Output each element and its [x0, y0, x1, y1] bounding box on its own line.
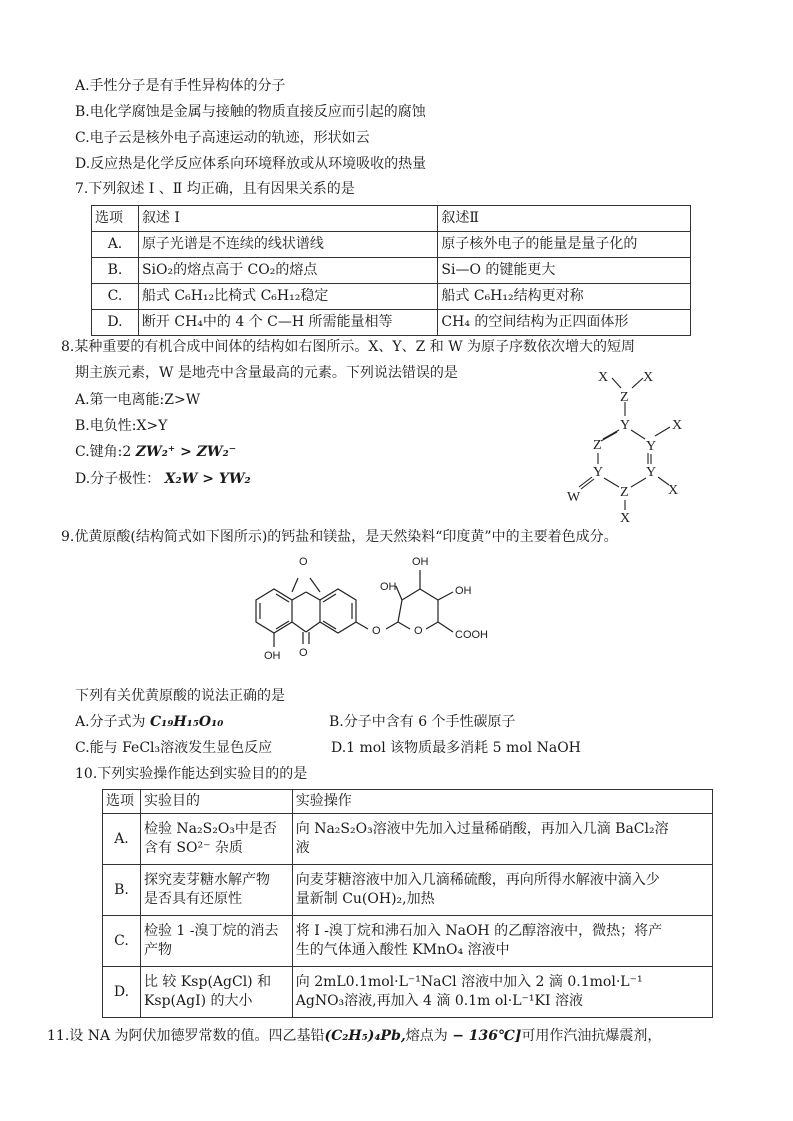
atom-x: X	[620, 511, 631, 525]
table-row	[103, 865, 713, 916]
q10-purpose-line: 检验 1 -溴丁烷的消去	[143, 923, 279, 939]
q11-prefix: 11.设 NA 为阿伏加德罗常数的值。四乙基铅	[47, 1028, 325, 1044]
atom-label: O	[299, 647, 308, 659]
q10-option-label: B.	[103, 865, 141, 916]
atom-y: Y	[646, 439, 657, 454]
q10-purpose-line: 含有 SO²⁻ 杂质	[143, 840, 243, 856]
q9-question: 下列有关优黄原酸的说法正确的是	[75, 688, 285, 704]
q10-purpose-line: 产物	[143, 942, 172, 958]
table-row	[103, 967, 713, 1018]
q10-table	[102, 789, 713, 1018]
q10-operation-line: 将 Ⅰ -溴丁烷和沸石加入 NaOH 的乙醇溶液中，微热；将产	[295, 923, 663, 939]
q7-header-option: 选项	[92, 206, 139, 232]
q7-statement-2: 原子核外电子的能量是量子化的	[438, 232, 691, 258]
q9-option-a	[75, 712, 223, 732]
atom-label: OH	[380, 581, 397, 593]
q7-statement-2: CH₄ 的空间结构为正四面体形	[438, 310, 691, 336]
q9-option-a-prefix: A.分子式为	[75, 714, 146, 730]
atom-label: O	[372, 625, 381, 637]
q7-statement-1: 船式 C₆H₁₂比椅式 C₆H₁₂稳定	[138, 284, 437, 310]
q7-option-label: A.	[92, 232, 139, 258]
q7-option-label: B.	[92, 258, 139, 284]
q10-header-purpose: 实验目的	[140, 790, 292, 814]
atom-label: COOH	[455, 629, 488, 641]
q9-stem: 9.优黄原酸(结构简式如下图所示)的钙盐和镁盐，是天然染料“印度黄”中的主要着色成分。	[61, 529, 618, 545]
q10-option-label: A.	[103, 814, 141, 865]
q8-option-d	[75, 469, 251, 489]
q10-operation-line: 生的气体通入酸性 KMnO₄ 溶液中	[295, 942, 510, 958]
q10-operation-line: 量新制 Cu(OH)₂,加热	[295, 891, 435, 907]
q10-purpose-cell	[140, 865, 292, 916]
q10-option-label: D.	[103, 967, 141, 1018]
atom-z: Z	[593, 438, 602, 453]
atom-label: O	[414, 625, 423, 637]
q10-operation-cell	[292, 865, 712, 916]
q7-option-label: D.	[92, 310, 139, 336]
table-row	[92, 258, 691, 284]
q11-temperature: − 136℃]	[452, 1028, 522, 1044]
q10-purpose-line: 是否具有还原性	[143, 891, 242, 907]
q9-option-a-formula: C₁₉H₁₅O₁₀	[150, 714, 224, 730]
table-row	[103, 916, 713, 967]
q10-operation-line: 向 Na₂S₂O₃溶液中先加入过量稀硝酸，再加入几滴 BaCl₂溶	[295, 821, 669, 837]
q10-operation-line: 向 2mL0.1mol·L⁻¹NaCl 溶液中加入 2 滴 0.1mol·L⁻¹	[295, 974, 643, 990]
q7-stem: 7.下列叙述 Ⅰ 、Ⅱ 均正确，且有因果关系的是	[75, 181, 355, 197]
q11-suffix: 可用作汽油抗爆震剂，	[521, 1028, 662, 1044]
q10-purpose-line: 比 较 Ksp(AgCl) 和	[143, 974, 272, 990]
q8-option-c	[75, 442, 236, 462]
q7-statement-1: SiO₂的熔点高于 CO₂的熔点	[138, 258, 437, 284]
q8-option-c-formula: ZW₂⁺ > ZW₂⁻	[135, 444, 237, 460]
q8-structure-diagram	[555, 360, 700, 525]
euxanthic-acid-structure	[248, 552, 558, 684]
atom-z: Z	[620, 485, 629, 500]
q8-option-d-formula: X₂W > YW₂	[164, 471, 251, 487]
atom-x: X	[668, 483, 679, 498]
atom-w: W	[567, 490, 581, 505]
q6-option-a: A.手性分子是有手性异构体的分子	[75, 78, 286, 94]
q7-header-statement-1: 叙述 Ⅰ	[138, 206, 437, 232]
q9-option-b: B.分子中含有 6 个手性碳原子	[329, 714, 516, 730]
q7-header-row	[92, 206, 691, 232]
q8-option-d-prefix: D.分子极性：	[75, 471, 161, 487]
q8-stem-line-1: 8.某种重要的有机合成中间体的结构如右图所示。X、Y、Z 和 W 为原子序数依次增大的短周	[61, 339, 636, 355]
table-row	[103, 814, 713, 865]
q10-purpose-line: 检验 Na₂S₂O₃中是否	[143, 821, 277, 837]
q7-statement-2: Si—O 的键能更大	[438, 258, 691, 284]
q7-option-label: C.	[92, 284, 139, 310]
q7-statement-2: 船式 C₆H₁₂结构更对称	[438, 284, 691, 310]
q10-operation-cell	[292, 967, 712, 1018]
atom-z: Z	[620, 390, 629, 405]
q6-option-b: B.电化学腐蚀是金属与接触的物质直接反应而引起的腐蚀	[75, 104, 426, 120]
q6-option-d: D.反应热是化学反应体系向环境释放或从环境吸收的热量	[75, 156, 427, 172]
q9-option-d: D.1 mol 该物质最多消耗 5 mol NaOH	[331, 740, 581, 756]
atom-x: X	[643, 370, 654, 385]
q10-purpose-cell	[140, 916, 292, 967]
q11-stem	[47, 1026, 661, 1046]
atom-label: OH	[455, 585, 472, 597]
q10-operation-line: AgNO₃溶液,再加入 4 滴 0.1m ol·L⁻¹KI 溶液	[295, 993, 583, 1009]
table-row	[92, 310, 691, 336]
q8-stem-line-2: 期主族元素，W 是地壳中含量最高的元素。下列说法错误的是	[75, 365, 458, 381]
q7-table	[91, 205, 691, 336]
q7-statement-1: 断开 CH₄中的 4 个 C—H 所需能量相等	[138, 310, 437, 336]
q8-option-b: B.电负性:X>Y	[75, 418, 168, 434]
q10-operation-cell	[292, 916, 712, 967]
atom-y: Y	[620, 418, 631, 433]
q6-option-c: C.电子云是核外电子高速运动的轨迹，形状如云	[75, 130, 370, 146]
atom-label: O	[299, 556, 308, 568]
q10-purpose-cell	[140, 814, 292, 865]
q10-purpose-line: Ksp(AgI) 的大小	[143, 993, 253, 1009]
q8-option-c-prefix: C.键角:2	[75, 444, 132, 460]
q10-header-row	[103, 790, 713, 814]
q10-stem: 10.下列实验操作能达到实验目的的是	[75, 766, 308, 782]
q10-option-label: C.	[103, 916, 141, 967]
q9-option-c: C.能与 FeCl₃溶液发生显色反应	[75, 740, 273, 756]
q7-header-statement-2: 叙述Ⅱ	[438, 206, 691, 232]
q10-purpose-line: 探究麦芽糖水解产物	[143, 872, 270, 888]
q10-operation-line: 液	[295, 840, 310, 856]
q8-option-a: A.第一电离能:Z>W	[75, 392, 201, 408]
q10-header-operation: 实验操作	[292, 790, 712, 814]
q10-operation-cell	[292, 814, 712, 865]
atom-y: Y	[646, 465, 657, 480]
atom-label: OH	[264, 650, 281, 662]
atom-y: Y	[593, 465, 604, 480]
q7-statement-1: 原子光谱是不连续的线状谱线	[138, 232, 437, 258]
q11-formula: (C₂H₅)₄Pb,	[324, 1028, 406, 1044]
atom-x: X	[598, 370, 609, 385]
q10-purpose-cell	[140, 967, 292, 1018]
table-row	[92, 232, 691, 258]
table-row	[92, 284, 691, 310]
atom-label: OH	[412, 556, 429, 568]
q11-mid: 熔点为	[405, 1028, 448, 1044]
q10-operation-line: 向麦芽糖溶液中加入几滴稀硫酸，再向所得水解液中滴入少	[295, 872, 660, 888]
q10-header-option: 选项	[103, 790, 141, 814]
atom-x: X	[672, 418, 683, 433]
